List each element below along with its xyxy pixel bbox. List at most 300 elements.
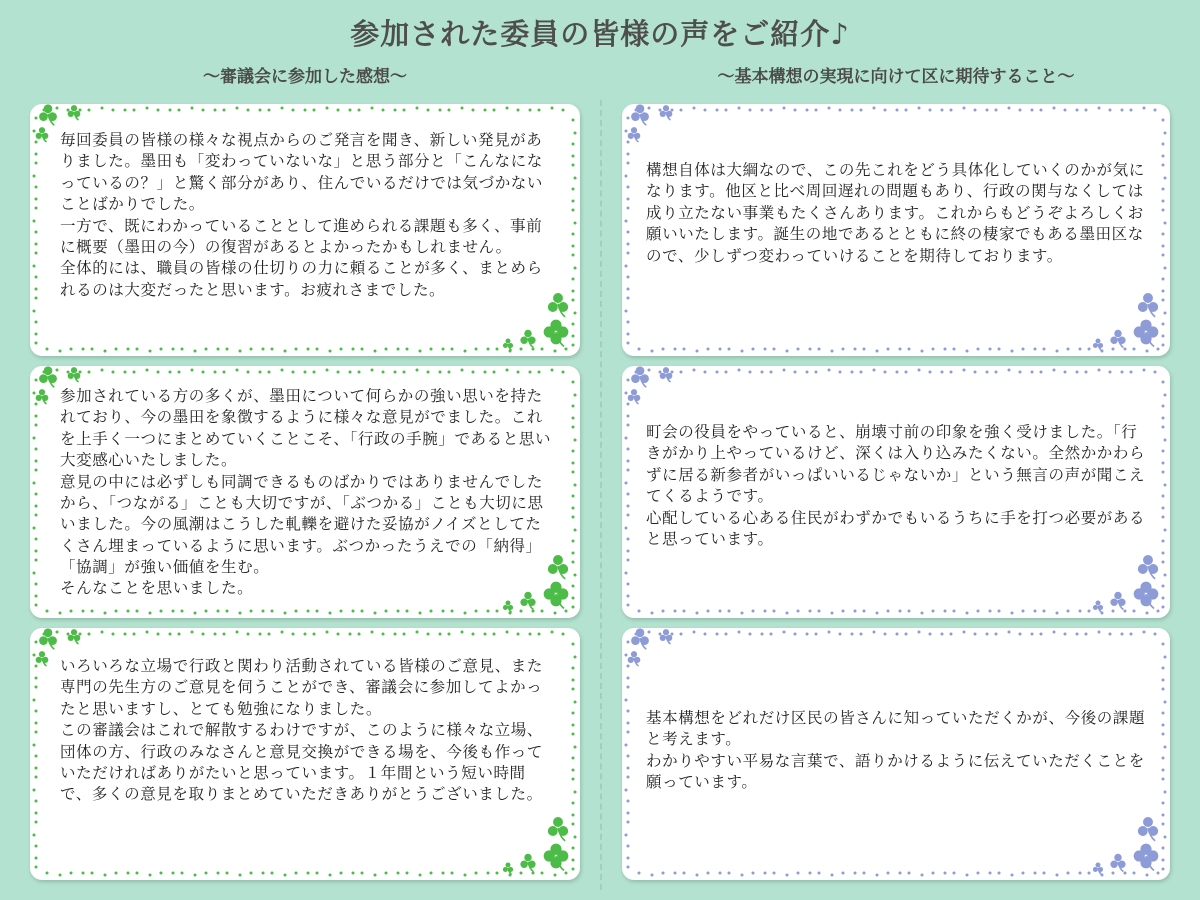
border-dot	[1040, 633, 1043, 636]
border-dot	[112, 371, 115, 374]
border-dot	[361, 872, 364, 875]
border-dot	[887, 610, 890, 613]
border-dot	[794, 633, 797, 636]
border-dot	[839, 633, 842, 636]
border-dot	[202, 371, 205, 374]
impression-card-text: いろいろな立場で行政と関わり活動されている皆様のご意見、また専門の先生方のご意見を伺うことができ、審議会に参加してよかったと思いますし、とても勉強になりました。 この審議会はこれで解散するわけですが、このように様々な立場、団体の方、行政のみなさんと意見交換ができる場を、今後も作っていただければありがたいと思っています。１年間という短い時間で、多くの意見を取りまとめていただきありがとうございました。	[60, 657, 544, 804]
border-dot	[35, 288, 38, 291]
border-dot	[854, 348, 857, 351]
border-dot	[908, 872, 911, 875]
border-dot	[1162, 868, 1165, 871]
border-dot	[627, 505, 630, 508]
border-dot	[46, 348, 49, 351]
border-dot	[572, 335, 575, 338]
border-dot	[818, 348, 821, 351]
border-dot	[124, 633, 127, 636]
border-dot	[33, 699, 36, 702]
border-dot	[627, 800, 630, 803]
border-dot	[115, 872, 118, 875]
clover-icon	[36, 651, 49, 666]
border-dot	[1130, 371, 1133, 374]
border-dot	[707, 610, 710, 613]
border-dot	[1008, 369, 1011, 372]
border-dot	[854, 872, 857, 875]
clover-icon	[1138, 817, 1158, 841]
border-dot	[397, 872, 400, 875]
border-dot	[627, 514, 630, 517]
border-dot	[382, 109, 385, 112]
border-dot	[33, 310, 36, 313]
border-dot	[1043, 872, 1046, 875]
border-dot	[496, 348, 499, 351]
border-dot	[839, 371, 842, 374]
border-dot	[461, 631, 464, 634]
border-dot	[627, 776, 630, 779]
border-dot	[79, 109, 82, 112]
border-dot	[448, 633, 451, 636]
border-dot	[104, 612, 107, 615]
border-dot	[770, 371, 773, 374]
border-dot	[627, 342, 630, 345]
border-dot	[160, 872, 163, 875]
border-dot	[572, 769, 575, 772]
border-dot	[1130, 109, 1133, 112]
border-dot	[35, 460, 38, 463]
border-dot	[371, 631, 374, 634]
impression-card-3	[30, 628, 580, 880]
border-dot	[520, 872, 523, 875]
border-dot	[532, 610, 535, 613]
border-dot	[247, 371, 250, 374]
expectation-card-text: 町会の役員をやっていると、崩壊寸前の印象を強く受けました。「行きがかり上やっているけど、深くは入り込みたくない。全然かかわらずに居る新参者がいっぱいいるじゃないか」という無言の声が聞こえてくるようです。 心配している心ある住民がわずかでもいるうちに手を打つ必要があると思っています。	[646, 423, 1146, 548]
border-dot	[35, 604, 38, 607]
border-dot	[442, 872, 445, 875]
border-dot	[905, 371, 908, 374]
border-dot	[35, 448, 38, 451]
border-dot	[627, 276, 630, 279]
border-dot	[239, 612, 242, 615]
expectation-card-text: 基本構想をどれだけ区民の皆さんに知っていただくかが、今後の課題と考えます。 わかりやすい平易な言葉で、語りかけるように伝えていただくことを願っています。	[646, 709, 1146, 792]
border-dot	[1067, 872, 1070, 875]
border-dot	[704, 371, 707, 374]
border-dot	[419, 612, 422, 615]
border-dot	[918, 107, 921, 110]
border-dot	[82, 348, 85, 351]
border-dot	[574, 746, 577, 749]
border-dot	[572, 516, 575, 519]
border-dot	[572, 119, 575, 122]
border-dot	[194, 612, 197, 615]
border-dot	[572, 495, 575, 498]
border-dot	[572, 585, 575, 588]
border-dot	[520, 348, 523, 351]
border-dot	[908, 348, 911, 351]
border-dot	[995, 371, 998, 374]
border-dot	[1008, 631, 1011, 634]
border-dot	[35, 686, 38, 689]
border-dot	[625, 699, 628, 702]
border-dot	[572, 540, 575, 543]
border-dot	[719, 872, 722, 875]
border-dot	[35, 767, 38, 770]
border-dot	[35, 812, 38, 815]
border-dot	[493, 109, 496, 112]
border-dot	[43, 371, 46, 374]
border-dot	[574, 791, 577, 794]
border-dot	[124, 371, 127, 374]
border-dot	[899, 348, 902, 351]
border-dot	[104, 874, 107, 877]
border-dot	[572, 323, 575, 326]
border-dot	[831, 874, 834, 877]
border-dot	[394, 109, 397, 112]
border-dot	[574, 529, 577, 532]
border-dot	[35, 538, 38, 541]
border-dot	[281, 107, 284, 110]
border-dot	[33, 789, 36, 792]
border-dot	[627, 288, 630, 291]
border-dot	[223, 371, 226, 374]
clover-icon	[1093, 863, 1103, 875]
clover-icon	[631, 366, 649, 387]
border-dot	[70, 610, 73, 613]
border-dot	[627, 297, 630, 300]
border-dot	[35, 710, 38, 713]
border-dot	[786, 612, 789, 615]
border-dot	[1079, 610, 1082, 613]
border-dot	[509, 350, 512, 353]
border-dot	[82, 872, 85, 875]
border-dot	[115, 610, 118, 613]
border-dot	[1011, 874, 1014, 877]
clover-icon	[628, 127, 641, 142]
border-dot	[627, 583, 630, 586]
border-dot	[1143, 369, 1146, 372]
border-dot	[562, 109, 565, 112]
border-dot	[651, 612, 654, 615]
border-dot	[1162, 778, 1165, 781]
border-dot	[271, 348, 274, 351]
border-dot	[406, 610, 409, 613]
border-dot	[340, 610, 343, 613]
border-dot	[59, 874, 62, 877]
border-dot	[1088, 872, 1091, 875]
border-dot	[506, 631, 509, 634]
border-dot	[403, 371, 406, 374]
border-dot	[839, 109, 842, 112]
border-dot	[1056, 874, 1059, 877]
border-dot	[506, 107, 509, 110]
border-dot	[430, 610, 433, 613]
border-dot	[1162, 323, 1165, 326]
border-dot	[35, 755, 38, 758]
border-dot	[806, 633, 809, 636]
border-dot	[929, 371, 932, 374]
clover-icon	[1110, 330, 1125, 348]
border-dot	[627, 207, 630, 210]
border-dot	[860, 109, 863, 112]
clover-icon	[660, 105, 673, 120]
border-dot	[728, 872, 731, 875]
border-dot	[1162, 757, 1165, 760]
border-dot	[88, 371, 91, 374]
clover-icon	[1134, 320, 1159, 347]
border-dot	[205, 348, 208, 351]
border-dot	[828, 631, 831, 634]
border-dot	[876, 874, 879, 877]
border-dot	[1164, 312, 1167, 315]
border-dot	[35, 776, 38, 779]
border-dot	[809, 872, 812, 875]
border-dot	[1164, 484, 1167, 487]
border-dot	[986, 109, 989, 112]
border-dot	[662, 610, 665, 613]
border-dot	[1162, 495, 1165, 498]
border-dot	[112, 633, 115, 636]
border-dot	[572, 733, 575, 736]
border-dot	[35, 186, 38, 189]
border-dot	[887, 348, 890, 351]
border-dot	[1121, 109, 1124, 112]
border-dot	[696, 612, 699, 615]
border-dot	[899, 610, 902, 613]
border-dot	[172, 348, 175, 351]
border-dot	[887, 872, 890, 875]
border-dot	[1133, 610, 1136, 613]
border-dot	[442, 348, 445, 351]
border-dot	[572, 823, 575, 826]
border-dot	[538, 633, 541, 636]
border-dot	[627, 665, 630, 668]
border-dot	[475, 348, 478, 351]
border-dot	[1164, 656, 1167, 659]
border-dot	[627, 604, 630, 607]
border-dot	[627, 755, 630, 758]
border-dot	[484, 633, 487, 636]
border-dot	[35, 162, 38, 165]
clover-icon	[1110, 592, 1125, 610]
border-dot	[1064, 371, 1067, 374]
border-dot	[638, 610, 641, 613]
border-dot	[394, 371, 397, 374]
border-dot	[1031, 371, 1034, 374]
border-dot	[349, 633, 352, 636]
border-dot	[529, 371, 532, 374]
border-dot	[627, 379, 630, 382]
border-dot	[809, 610, 812, 613]
border-dot	[873, 369, 876, 372]
border-dot	[627, 493, 630, 496]
border-dot	[451, 610, 454, 613]
border-dot	[1154, 109, 1157, 112]
border-dot	[680, 371, 683, 374]
border-dot	[674, 610, 677, 613]
border-dot	[749, 109, 752, 112]
border-dot	[1098, 107, 1101, 110]
border-dot	[169, 633, 172, 636]
border-dot	[374, 874, 377, 877]
border-dot	[896, 371, 899, 374]
border-dot	[986, 633, 989, 636]
border-dot	[487, 348, 490, 351]
border-dot	[1146, 874, 1149, 877]
border-dot	[160, 348, 163, 351]
border-dot	[517, 109, 520, 112]
border-dot	[941, 633, 944, 636]
border-dot	[896, 633, 899, 636]
border-dot	[941, 109, 944, 112]
border-dot	[565, 872, 568, 875]
border-dot	[815, 633, 818, 636]
border-dot	[1164, 394, 1167, 397]
border-dot	[1022, 872, 1025, 875]
border-dot	[944, 872, 947, 875]
border-dot	[541, 610, 544, 613]
border-dot	[284, 612, 287, 615]
border-dot	[950, 633, 953, 636]
border-dot	[35, 207, 38, 210]
border-dot	[572, 143, 575, 146]
border-dot	[115, 348, 118, 351]
border-dot	[716, 109, 719, 112]
border-dot	[572, 507, 575, 510]
clover-icon	[1093, 601, 1103, 613]
border-dot	[133, 633, 136, 636]
border-dot	[680, 633, 683, 636]
border-dot	[385, 872, 388, 875]
border-dot	[416, 369, 419, 372]
column-divider	[600, 100, 602, 890]
border-dot	[741, 612, 744, 615]
border-dot	[625, 130, 628, 133]
border-dot	[1162, 561, 1165, 564]
border-dot	[35, 117, 38, 120]
border-dot	[851, 109, 854, 112]
border-dot	[472, 371, 475, 374]
border-dot	[101, 631, 104, 634]
border-dot	[178, 371, 181, 374]
border-dot	[786, 350, 789, 353]
border-dot	[554, 612, 557, 615]
border-dot	[752, 872, 755, 875]
border-dot	[352, 348, 355, 351]
border-dot	[1162, 344, 1165, 347]
border-dot	[707, 348, 710, 351]
border-dot	[950, 109, 953, 112]
border-dot	[181, 348, 184, 351]
border-dot	[989, 872, 992, 875]
border-dot	[572, 868, 575, 871]
border-dot	[127, 610, 130, 613]
border-dot	[374, 350, 377, 353]
border-dot	[565, 348, 568, 351]
border-dot	[989, 610, 992, 613]
border-dot	[625, 789, 628, 792]
clover-icon	[520, 330, 535, 348]
border-dot	[33, 527, 36, 530]
border-dot	[35, 469, 38, 472]
clover-icon	[544, 320, 569, 347]
border-dot	[214, 109, 217, 112]
border-dot	[627, 460, 630, 463]
border-dot	[1162, 245, 1165, 248]
border-dot	[397, 610, 400, 613]
border-dot	[638, 348, 641, 351]
border-dot	[464, 874, 467, 877]
border-dot	[1121, 371, 1124, 374]
border-dot	[307, 348, 310, 351]
border-dot	[1162, 823, 1165, 826]
border-dot	[406, 872, 409, 875]
border-dot	[1143, 631, 1146, 634]
border-dot	[172, 872, 175, 875]
border-dot	[1146, 612, 1149, 615]
border-dot	[1101, 612, 1104, 615]
border-dot	[974, 633, 977, 636]
border-dot	[773, 872, 776, 875]
border-dot	[496, 610, 499, 613]
border-dot	[349, 371, 352, 374]
border-dot	[704, 109, 707, 112]
border-dot	[236, 107, 239, 110]
border-dot	[250, 872, 253, 875]
border-dot	[627, 677, 630, 680]
expectation-card-3	[622, 628, 1170, 880]
border-dot	[1064, 109, 1067, 112]
border-dot	[764, 348, 767, 351]
border-dot	[770, 633, 773, 636]
border-dot	[430, 872, 433, 875]
border-dot	[1031, 109, 1034, 112]
border-dot	[33, 834, 36, 837]
border-dot	[541, 348, 544, 351]
border-dot	[1164, 267, 1167, 270]
border-dot	[292, 371, 295, 374]
border-dot	[1034, 610, 1037, 613]
border-dot	[427, 109, 430, 112]
border-dot	[719, 610, 722, 613]
border-dot	[484, 371, 487, 374]
border-dot	[451, 348, 454, 351]
border-dot	[627, 117, 630, 120]
clover-icon	[39, 104, 57, 125]
border-dot	[419, 874, 422, 877]
border-dot	[659, 633, 662, 636]
border-dot	[572, 245, 575, 248]
border-dot	[1162, 119, 1165, 122]
border-dot	[295, 348, 298, 351]
border-dot	[1031, 633, 1034, 636]
border-dot	[439, 109, 442, 112]
border-dot	[91, 610, 94, 613]
border-dot	[35, 252, 38, 255]
border-dot	[627, 812, 630, 815]
border-dot	[394, 633, 397, 636]
border-dot	[1133, 872, 1136, 875]
border-dot	[427, 633, 430, 636]
border-dot	[974, 371, 977, 374]
border-dot	[464, 612, 467, 615]
border-dot	[33, 175, 36, 178]
clover-icon	[36, 389, 49, 404]
clover-icon	[39, 366, 57, 387]
border-dot	[797, 872, 800, 875]
border-dot	[815, 371, 818, 374]
border-dot	[963, 369, 966, 372]
border-dot	[635, 633, 638, 636]
border-dot	[1164, 439, 1167, 442]
border-dot	[1079, 348, 1082, 351]
